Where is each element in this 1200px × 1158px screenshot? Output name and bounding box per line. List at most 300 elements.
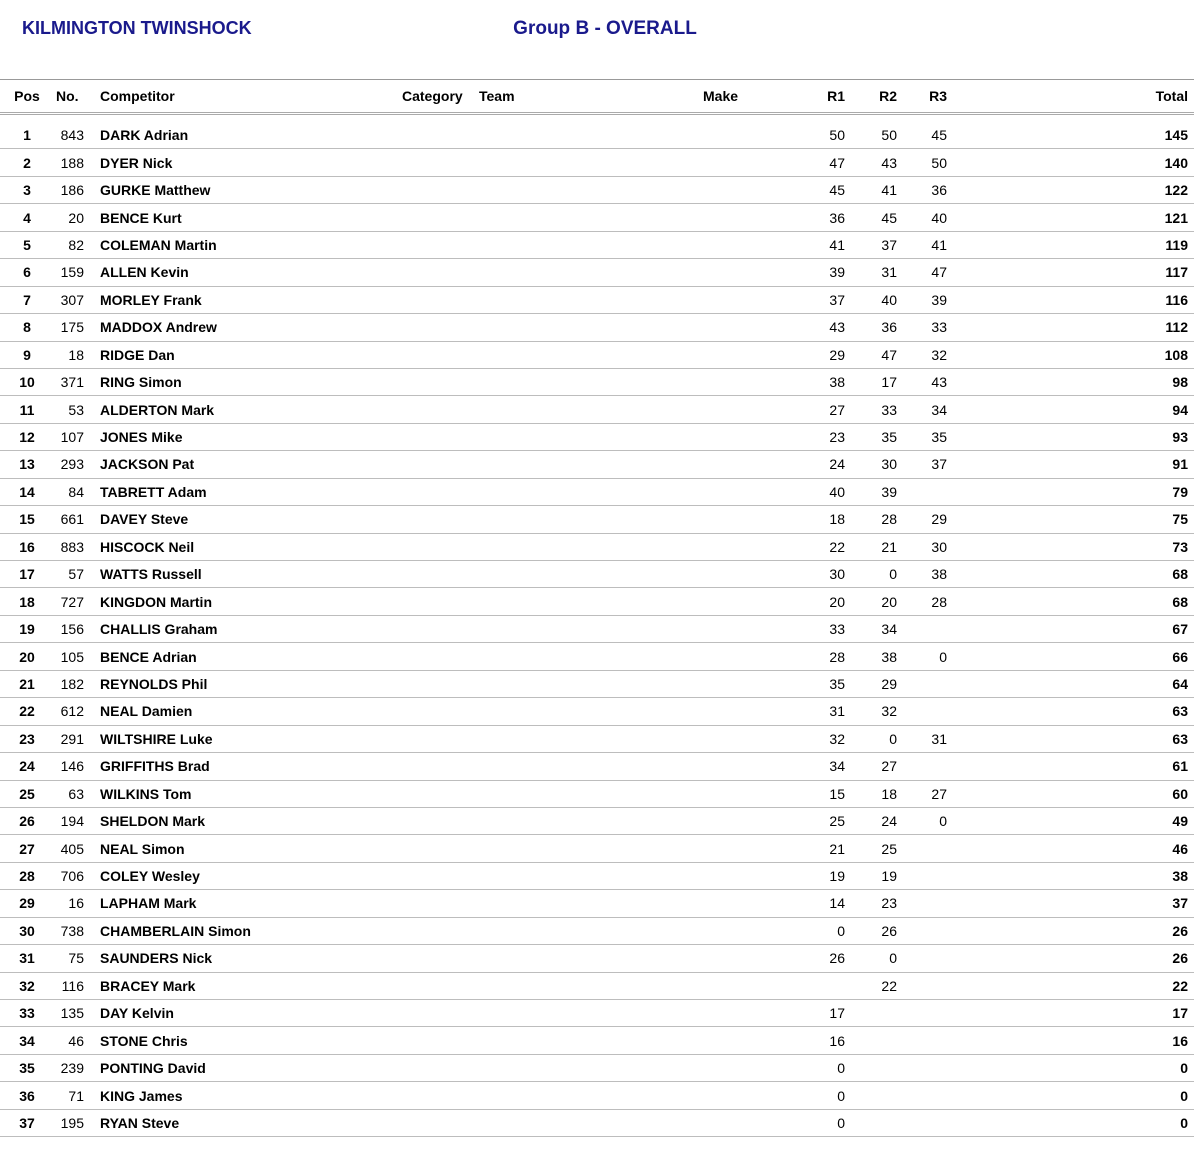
cell-r3 [897,917,947,944]
cell-category [402,670,479,697]
cell-pos: 3 [23,182,31,199]
cell-r3: 0 [939,648,947,665]
cell-r3: 27 [931,785,947,802]
cell-category [402,972,479,999]
cell-r3: 39 [931,291,947,308]
cell-make [703,1109,805,1136]
cell-category [402,286,479,313]
table-row [0,862,1194,889]
cell-total: 22 [1172,977,1188,994]
cell-r2 [845,1109,897,1136]
cell-pos: 9 [23,346,31,363]
table-row [0,204,1194,231]
cell-pos: 4 [23,209,31,226]
cell-r2: 25 [881,840,897,857]
cell-total: 116 [1165,291,1188,308]
table-row [0,368,1194,395]
cell-pos: 13 [19,456,35,473]
cell-team [479,588,703,615]
cell-no: 843 [60,126,84,143]
cell-pos: 16 [19,538,35,555]
cell-r1: 32 [829,730,845,747]
cell-pos: 31 [19,950,35,967]
cell-category [402,725,479,752]
cell-no: 146 [60,758,84,775]
cell-r3 [897,835,947,862]
cell-make [703,314,805,341]
cell-category [402,1054,479,1081]
cell-team [479,780,703,807]
cell-no: 18 [68,346,84,363]
cell-no: 182 [60,675,84,692]
cell-make [703,533,805,560]
cell-r3 [897,1000,947,1027]
cell-category [402,451,479,478]
cell-total: 61 [1172,758,1188,775]
cell-competitor: DAVEY Steve [100,511,189,528]
cell-r2: 36 [881,319,897,336]
cell-r3 [897,862,947,889]
cell-total: 38 [1172,868,1188,885]
cell-pos: 15 [19,511,35,528]
cell-r3: 45 [931,126,947,143]
cell-no: 661 [60,511,84,528]
cell-r1: 0 [837,922,845,939]
table-row [0,1027,1194,1054]
cell-pos: 30 [19,922,35,939]
cell-total: 49 [1172,813,1188,830]
cell-no: 175 [60,319,84,336]
cell-r2: 47 [881,346,897,363]
cell-r1: 17 [829,1005,845,1022]
cell-make [703,698,805,725]
col-make: Make [703,88,739,104]
cell-r1: 40 [829,483,845,500]
cell-total: 122 [1164,182,1188,199]
cell-r3 [897,890,947,917]
cell-pos: 29 [19,895,35,912]
cell-make [703,176,805,203]
table-row [0,698,1194,725]
cell-no: 405 [60,840,84,857]
cell-r1: 45 [829,182,845,199]
spacer-row [0,114,1194,122]
cell-total: 67 [1172,621,1188,638]
cell-competitor: JACKSON Pat [100,456,195,473]
cell-no: 188 [60,154,84,171]
cell-team [479,231,703,258]
cell-pos: 28 [19,868,35,885]
cell-team [479,670,703,697]
cell-pos: 37 [19,1114,35,1131]
cell-pos: 36 [19,1087,35,1104]
cell-team [479,561,703,588]
cell-competitor: WATTS Russell [100,566,202,583]
cell-team [479,615,703,642]
cell-team [479,204,703,231]
cell-r2 [845,1082,897,1109]
cell-team [479,807,703,834]
cell-team [479,1109,703,1136]
cell-category [402,176,479,203]
cell-pos: 21 [19,675,35,692]
cell-pos: 24 [19,758,35,775]
cell-no: 135 [60,1005,84,1022]
cell-r2 [845,1054,897,1081]
cell-r3: 34 [931,401,947,418]
cell-competitor: REYNOLDS Phil [100,675,208,692]
cell-no: 107 [60,429,84,446]
table-row [0,615,1194,642]
cell-team [479,506,703,533]
cell-competitor: DARK Adrian [100,126,189,143]
cell-team [479,698,703,725]
cell-category [402,1000,479,1027]
cell-no: 156 [60,621,84,638]
cell-team [479,478,703,505]
cell-pos: 12 [19,429,35,446]
cell-category [402,368,479,395]
cell-no: 46 [68,1032,84,1049]
cell-make [703,1054,805,1081]
cell-competitor: DAY Kelvin [100,1005,174,1022]
cell-competitor: SAUNDERS Nick [100,950,213,967]
group-title-wrap [0,18,1200,40]
cell-total: 145 [1164,126,1188,143]
cell-r2: 40 [881,291,897,308]
cell-total: 0 [1180,1060,1188,1077]
cell-pos: 19 [19,621,35,638]
cell-r3: 43 [931,374,947,391]
cell-competitor: RING Simon [100,374,182,391]
cell-team [479,533,703,560]
cell-pos: 5 [23,236,31,253]
cell-no: 612 [60,703,84,720]
cell-competitor: RYAN Steve [100,1114,180,1131]
cell-competitor: JONES Mike [100,429,183,446]
cell-competitor: ALLEN Kevin [100,264,189,281]
table-row [0,533,1194,560]
cell-team [479,396,703,423]
cell-competitor: NEAL Simon [100,840,185,857]
cell-make [703,615,805,642]
cell-category [402,1082,479,1109]
cell-no: 291 [60,730,84,747]
table-row [0,725,1194,752]
cell-make [703,670,805,697]
cell-r3: 30 [931,538,947,555]
cell-team [479,643,703,670]
cell-competitor: HISCOCK Neil [100,538,195,555]
cell-r2: 28 [881,511,897,528]
table-row [0,149,1194,176]
cell-competitor: COLEY Wesley [100,868,200,885]
cell-no: 159 [60,264,84,281]
cell-total: 0 [1180,1087,1188,1104]
cell-r1 [805,972,845,999]
cell-total: 108 [1164,346,1188,363]
col-category: Category [402,88,463,104]
cell-r1: 50 [829,126,845,143]
table-row [0,341,1194,368]
cell-category [402,643,479,670]
cell-total: 140 [1164,154,1188,171]
table-row [0,753,1194,780]
cell-team [479,972,703,999]
cell-r2: 39 [881,483,897,500]
cell-make [703,780,805,807]
table-row [0,945,1194,972]
cell-no: 727 [60,593,84,610]
cell-category [402,561,479,588]
cell-make [703,396,805,423]
cell-r3: 36 [931,182,947,199]
cell-r1: 22 [829,538,845,555]
table-row [0,506,1194,533]
cell-team [479,314,703,341]
cell-no: 195 [60,1114,84,1131]
cell-total: 93 [1172,429,1188,446]
table-row [0,231,1194,258]
cell-no: 75 [68,950,84,967]
cell-pos: 34 [19,1032,35,1049]
cell-r2: 43 [881,154,897,171]
cell-make [703,561,805,588]
cell-no: 105 [60,648,84,665]
cell-make [703,588,805,615]
cell-r3 [897,972,947,999]
cell-competitor: LAPHAM Mark [100,895,197,912]
cell-pos: 6 [23,264,31,281]
cell-total: 46 [1172,840,1188,857]
cell-r3: 31 [931,730,947,747]
cell-r3 [897,1082,947,1109]
cell-total: 17 [1172,1005,1188,1022]
cell-r2: 33 [881,401,897,418]
table-row [0,807,1194,834]
cell-make [703,725,805,752]
cell-category [402,478,479,505]
table-row [0,972,1194,999]
cell-r2: 37 [881,236,897,253]
cell-r3: 33 [931,319,947,336]
cell-no: 239 [60,1060,84,1077]
cell-category [402,1027,479,1054]
cell-make [703,478,805,505]
cell-total: 37 [1172,895,1188,912]
results-body [0,114,1194,1137]
cell-r1: 34 [829,758,845,775]
cell-make [703,122,805,149]
table-row [0,588,1194,615]
cell-no: 293 [60,456,84,473]
cell-r2: 20 [881,593,897,610]
header-row [0,80,1194,114]
cell-category [402,753,479,780]
cell-r2: 17 [881,374,897,391]
cell-pos: 18 [19,593,35,610]
cell-r2: 50 [881,126,897,143]
table-row [0,423,1194,450]
cell-total: 119 [1165,236,1188,253]
cell-category [402,917,479,944]
cell-r2: 29 [881,675,897,692]
cell-no: 186 [60,182,84,199]
cell-team [479,1000,703,1027]
cell-no: 82 [68,236,84,253]
cell-category [402,122,479,149]
cell-team [479,1027,703,1054]
cell-r2: 35 [881,429,897,446]
cell-competitor: COLEMAN Martin [100,236,217,253]
cell-r2: 27 [881,758,897,775]
cell-r3 [897,615,947,642]
cell-r1: 15 [829,785,845,802]
cell-total: 66 [1172,648,1188,665]
col-total: Total [1155,88,1188,104]
cell-r2: 22 [881,977,897,994]
cell-make [703,286,805,313]
cell-make [703,506,805,533]
cell-pos: 26 [19,813,35,830]
cell-no: 706 [60,868,84,885]
cell-competitor: CHAMBERLAIN Simon [100,922,251,939]
cell-no: 194 [60,813,84,830]
table-row [0,396,1194,423]
cell-r1: 30 [829,566,845,583]
cell-category [402,1109,479,1136]
cell-r3 [897,698,947,725]
cell-competitor: RIDGE Dan [100,346,175,363]
cell-category [402,314,479,341]
cell-make [703,1082,805,1109]
cell-total: 94 [1172,401,1188,418]
cell-r2: 0 [889,566,897,583]
cell-total: 98 [1172,374,1188,391]
cell-r1: 26 [829,950,845,967]
cell-category [402,780,479,807]
cell-no: 371 [60,374,84,391]
cell-category [402,533,479,560]
col-r3: R3 [929,88,947,104]
cell-r1: 31 [829,703,845,720]
cell-category [402,204,479,231]
cell-r2: 26 [881,922,897,939]
cell-no: 883 [60,538,84,555]
cell-r3: 37 [931,456,947,473]
col-team: Team [479,88,515,104]
cell-r3: 0 [939,813,947,830]
cell-r3 [897,945,947,972]
cell-total: 75 [1172,511,1188,528]
cell-make [703,753,805,780]
cell-team [479,341,703,368]
cell-r3: 35 [931,429,947,446]
cell-make [703,1000,805,1027]
cell-category [402,506,479,533]
cell-r3 [897,1109,947,1136]
cell-r1: 16 [829,1032,845,1049]
cell-pos: 14 [19,483,35,500]
cell-category [402,862,479,889]
cell-category [402,807,479,834]
table-row [0,259,1194,286]
cell-pos: 20 [19,648,35,665]
cell-category [402,945,479,972]
cell-team [479,835,703,862]
event-title: KILMINGTON TWINSHOCK [22,18,252,38]
cell-r1: 47 [829,154,845,171]
table-row [0,286,1194,313]
cell-r2: 38 [881,648,897,665]
table-row [0,122,1194,149]
cell-r2: 0 [889,730,897,747]
cell-make [703,341,805,368]
cell-make [703,204,805,231]
cell-r1: 33 [829,621,845,638]
cell-team [479,725,703,752]
cell-pos: 32 [19,977,35,994]
cell-r1: 41 [829,236,845,253]
cell-team [479,890,703,917]
cell-pos: 7 [23,291,31,308]
cell-competitor: TABRETT Adam [100,483,207,500]
cell-category [402,890,479,917]
cell-r1: 25 [829,813,845,830]
cell-r1: 0 [837,1114,845,1131]
cell-no: 738 [60,922,84,939]
col-competitor: Competitor [100,88,175,104]
cell-r2: 23 [881,895,897,912]
cell-competitor: GURKE Matthew [100,182,211,199]
cell-category [402,149,479,176]
cell-no: 63 [68,785,84,802]
cell-r3 [897,1027,947,1054]
table-row [0,780,1194,807]
cell-r3: 38 [931,566,947,583]
cell-r1: 24 [829,456,845,473]
cell-make [703,972,805,999]
cell-r2: 32 [881,703,897,720]
cell-team [479,1082,703,1109]
cell-make [703,945,805,972]
cell-team [479,1054,703,1081]
table-row [0,314,1194,341]
cell-r2: 31 [881,264,897,281]
cell-competitor: KINGDON Martin [100,593,212,610]
cell-make [703,807,805,834]
table-row [0,670,1194,697]
cell-pos: 11 [19,401,35,418]
table-row [0,917,1194,944]
table-row [0,561,1194,588]
cell-team [479,122,703,149]
cell-make [703,231,805,258]
cell-no: 116 [61,977,84,994]
cell-r3: 28 [931,593,947,610]
cell-r1: 0 [837,1087,845,1104]
cell-competitor: MORLEY Frank [100,291,202,308]
table-row [0,1000,1194,1027]
cell-total: 0 [1180,1114,1188,1131]
cell-make [703,451,805,478]
cell-no: 53 [68,401,84,418]
cell-r3 [897,478,947,505]
cell-total: 64 [1172,675,1188,692]
cell-competitor: BRACEY Mark [100,977,196,994]
cell-team [479,451,703,478]
cell-r2 [845,1000,897,1027]
